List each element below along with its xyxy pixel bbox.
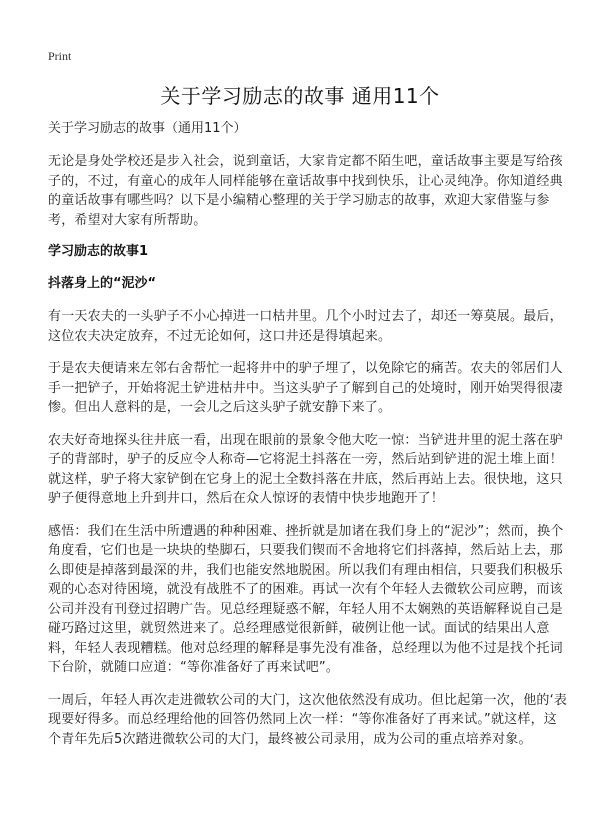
document-title: 关于学习励志的故事 通用11个	[160, 84, 440, 108]
document-subtitle: 关于学习励志的故事（通用11个）	[48, 121, 247, 136]
story-paragraph: 于是农夫便请来左邻右舍帮忙一起将井中的驴子埋了，以免除它的痛苦。农夫的邻居们人手一把铲子，开始将泥土铲进枯井中。当这头驴子了解到自己的处境时，刚开始哭得很凄惨。但出人意料的是，一会儿之后这头驴子就安静下来了。	[48, 361, 563, 415]
story-paragraph: 农夫好奇地探头往井底一看，出现在眼前的景象令他大吃一惊：当铲进井里的泥土落在驴子的背部时，驴子的反应令人称奇—它将泥土抖落在一旁，然后站到铲进的泥土堆上面！就这样，驴子将大家铲倒在它身上的泥土全数抖落在井底，然后再站上去。很快地，这只驴子便得意地上升到井口，然后在众人惊讶的表情中快步地跑开了！	[48, 432, 563, 506]
story-paragraph: 有一天农夫的一头驴子不小心掉进一口枯井里。几个小时过去了，却还一筹莫展。最后，这位农夫决定放弃，不过无论如何，这口井还是得填起来。	[48, 309, 563, 344]
story-title: 抖落身上的“泥沙“	[48, 276, 157, 291]
story-paragraph: 一周后，年轻人再次走进微软公司的大门，这次他依然没有成功。但比起第一次，他的‘表现要好得多。而总经理给他的回答仍然同上次一样：“等你准备好了再来试。”就这样，这个青年先后5次踏进微软公司的大门，最终被公司录用，成为公司的重点培养对象。	[48, 692, 568, 747]
insight-paragraph: 感悟：我们在生活中所遭遇的种种困难、挫折就是加诸在我们身上的“泥沙”；然而，换个角度看，它们也是一块块的垫脚石，只要我们锲而不舍地将它们抖落掉，然后站上去，那么即使是掉落到最深的井，我们也能安然地脱困。所以我们有理由相信，只要我们积极乐观的心态对待困境，就没有战胜不了的困难。再试一次有个年轻人去微软公司应聘，而该公司并没有刊登过招聘广告。见总经理疑惑不解，年轻人用不太娴熟的英语解释说自己是碰巧路过这里，就贸然进来了。总经理感觉很新鲜，破例让他一试。面试的结果出人意料，年轻人表现糟糕。他对总经理的解释是事先没有准备，总经理以为他不过是找个托词下台阶，就随口应道：“等你准备好了再来试吧”。	[48, 523, 564, 675]
print-link[interactable]: Print	[48, 49, 72, 63]
intro-paragraph: 无论是身处学校还是步入社会，说到童话，大家肯定都不陌生吧，童话故事主要是写给孩子的，不过，有童心的成年人同样能够在童话故事中找到快乐，让心灵纯净。你知道经典的童话故事有哪些吗？以下是小编精心整理的关于学习励志的故事，欢迎大家借鉴与参考，希望对大家有所帮助。	[48, 154, 563, 228]
document-body	[48, 120, 568, 762]
section-heading: 学习励志的故事1	[48, 244, 149, 259]
